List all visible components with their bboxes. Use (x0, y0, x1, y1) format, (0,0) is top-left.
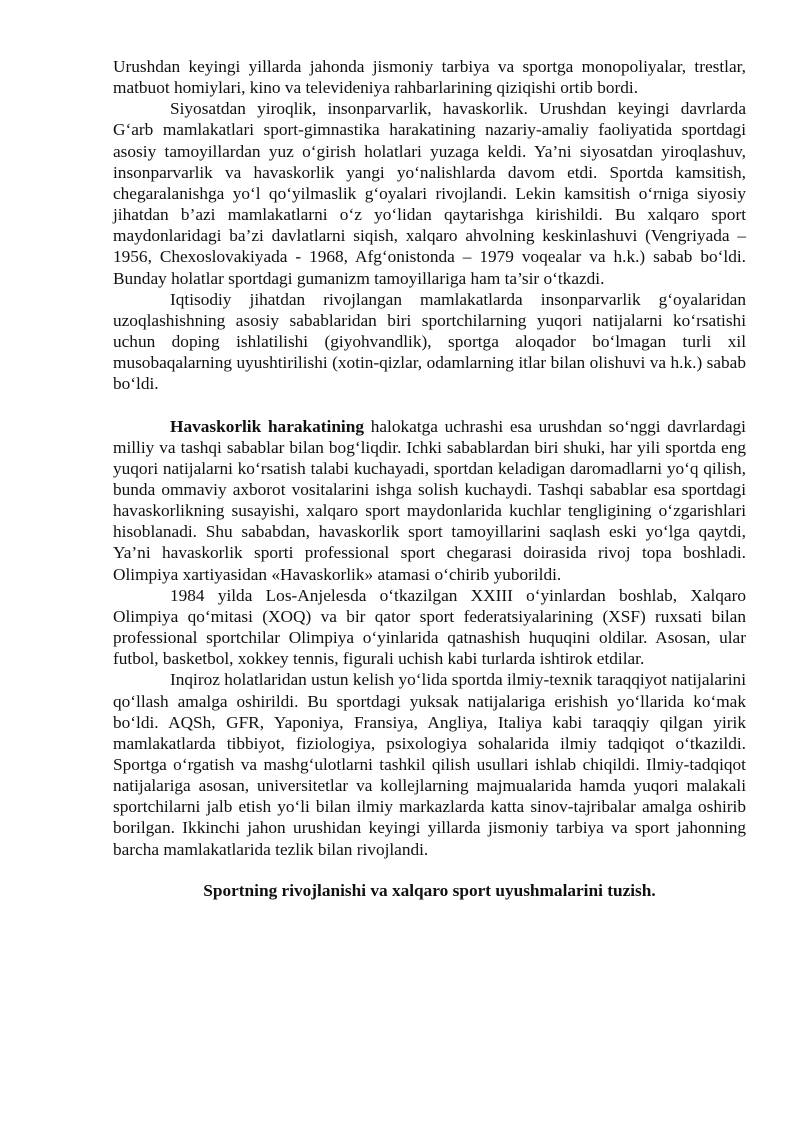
paragraph-text: halokatga uchrashi esa urushdan so‘nggi davrlardagi milliy va tashqi sabablar bilan bog‘liqdir. Ichki sabablardan biri shuki, har yili sportda eng yuqori natijalarni ko‘rsatish talabi kuchayadi, sportdan keladigan daromadlarni yo‘q qilish, bunda ommaviy axborot vositalarini ishga solish kuchaydi. Tashqi sabablar esa sportdagi havaskorlikning susayishi, xalqaro sport maydonlarida kuchlar tengligining o‘zgarishlari hisoblanadi. Shu sababdan, havaskorlik sport tamoyillarini saqlash eski yo‘lga qaytdi, Ya’ni havaskorlik sporti professional sport chegarasi doirasida rivoj topa boshladi. Olimpiya xartiyasidan «Havaskorlik» atamasi o‘chirib yuborildi. (113, 416, 746, 584)
paragraph: Inqiroz holatlaridan ustun kelish yo‘lida sportda ilmiy-texnik taraqqiyot natijalarini qo‘llash amalga oshirildi. Bu sportdagi yuksak natijalariga erishish yo‘llarida ko‘mak bo‘ldi. AQSh, GFR, Yaponiya, Fransiya, Angliya, Italiya kabi taraqqiy qilgan yirik mamlakatlarda tibbiyot, fiziologiya, psixologiya sohalarida ilmiy tadqiqot o‘tkazildi. Sportga o‘rgatish va mashg‘ulotlarni tashkil qilish usullari ishlab chiqildi. Ilmiy-tadqiqot natijalariga asosan, universitetlar va kollejlarning majmualarida hamda yuqori malakali sportchilarni jalb etish yo‘li bilan ilmiy markazlarda katta sinov-tajribalar amalga oshirib borilgan. Ikkinchi jahon urushidan keyingi yillarda jismoniy tarbiya va sport jahonning barcha mamlakatlarida tezlik bilan rivojlandi. (113, 670, 746, 859)
paragraph (113, 416, 746, 585)
section-heading: Sportning rivojlanishi va xalqaro sport uyushmalarini tuzish. (203, 880, 656, 900)
bold-lead-text: Havaskorlik harakatining (170, 416, 364, 436)
paragraph: Iqtisodiy jihatdan rivojlangan mamlakatlarda insonparvarlik g‘oyalaridan uzoqlashishning asosiy sabablaridan biri sportchilarning yuqori natijalarni ko‘rsatishi uchun doping ishlatilishi (giyohvandlik), sportga aloqador bo‘lmagan turli xil musobaqalarning uyushtirilishi (xotin-qizlar, odamlarning itlar bilan olishuvi va h.k.) sabab bo‘ldi. (113, 289, 746, 394)
paragraph: Siyosatdan yiroqlik, insonparvarlik, havaskorlik. Urushdan keyingi davrlarda G‘arb mamlakatlari sport-gimnastika harakatining nazariy-amaliy faoliyatida sportdagi asosiy tamoyillardan yuz o‘girish holatlari yuzaga keldi. Ya’ni siyosatdan yiroqlashuv, insonparvarlik va havaskorlik yangi yo‘nalishlarda davom etdi. Sportda kamsitish, chegaralanishga yo‘l qo‘yilmaslik g‘oyalari rivojlandi. Lekin kamsitish o‘rniga siyosiy jihatdan b’azi mamlakatlarni o‘z yo‘lidan qaytarishga kirishildi. Bu xalqaro sport maydonlaridagi ba’zi davlatlarni siqish, xalqaro ahvolning keskinlashuvi (Vengriyada – 1956, Chexoslovakiyada - 1968, Afg‘onistonda – 1979 voqealar va h.k.) sabab bo‘ldi. Bunday holatlar sportdagi gumanizm tamoyillariga ham ta’sir o‘tkazdi. (113, 99, 746, 288)
paragraph: Urushdan keyingi yillarda jahonda jismoniy tarbiya va sportga monopoliyalar, trestlar, matbuot homiylari, kino va televideniya rahbarlarining qiziqishi ortib bordi. (113, 57, 746, 98)
paragraph: 1984 yilda Los-Anjelesda o‘tkazilgan XXIII o‘yinlardan boshlab, Xalqaro Olimpiya qo‘mitasi (XOQ) va bir qator sport federatsiyalarining (XSF) ruxsati bilan professional sportchilar Olimpiya o‘yinlarida qatnashish huquqini oldilar. Asosan, ular futbol, basketbol, xokkey tennis, figurali uchish kabi turlarda ishtirok etdilar. (113, 585, 746, 669)
paragraph-spacer (113, 395, 746, 416)
